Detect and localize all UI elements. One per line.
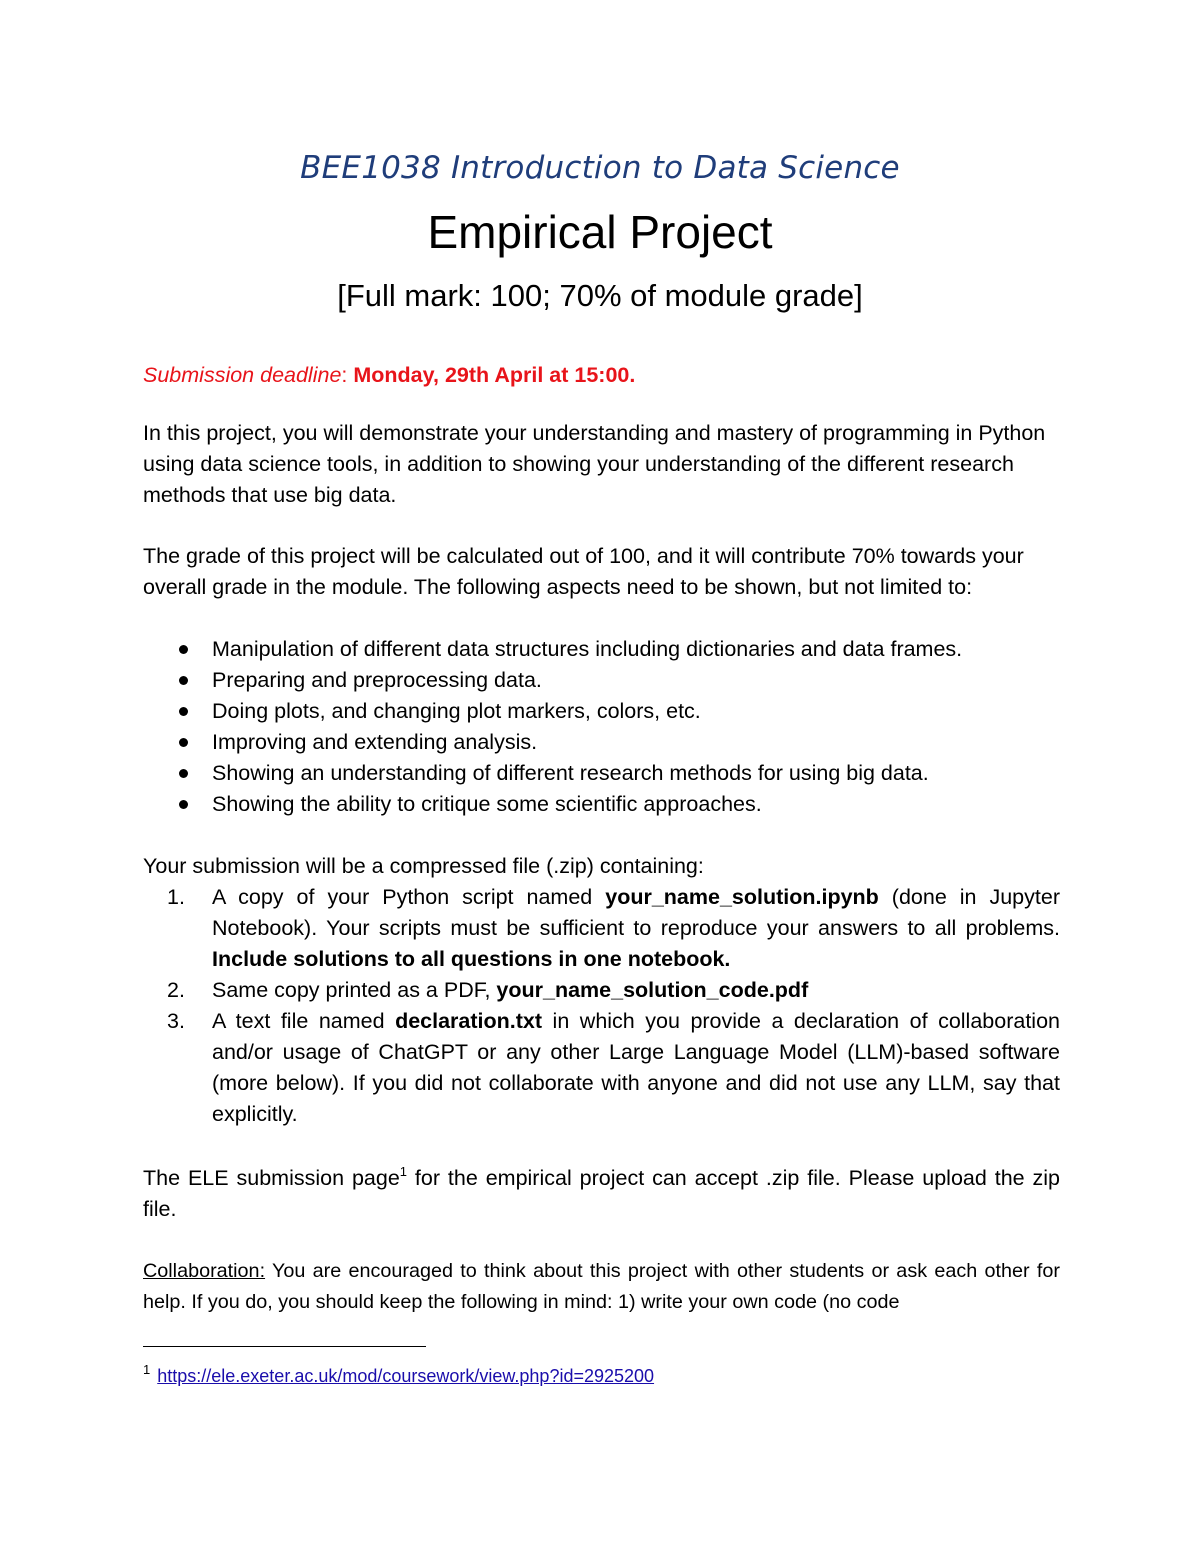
deadline-label: Submission deadline [143, 363, 342, 387]
list-item: Doing plots, and changing plot markers, colors, etc. [175, 696, 1055, 727]
grade-paragraph: The grade of this project will be calculated out of 100, and it will contribute 70% towards your overall grade in the module. The following aspects need to be shown, but not limited to: [143, 544, 1024, 599]
list-item: Manipulation of different data structures including dictionaries and data frames. [175, 634, 1055, 665]
deadline-value: Monday, 29th April at 15:00. [353, 363, 636, 387]
aspects-list [175, 634, 1055, 820]
pdf-filename: your_name_solution_code.pdf [496, 978, 809, 1002]
footnote-divider [143, 1346, 426, 1347]
footnote-ref[interactable]: 1 [399, 1164, 408, 1179]
deadline-separator: : [341, 363, 348, 387]
bullet-icon [179, 707, 188, 716]
footnote-link[interactable]: https://ele.exeter.ac.uk/mod/coursework/view.php?id=2925200 [157, 1366, 655, 1386]
intro-paragraph: In this project, you will demonstrate your understanding and mastery of programming in Python using data science tools, in addition to showing your understanding of the different research methods that use big data. [143, 421, 1046, 507]
bullet-icon [179, 676, 188, 685]
bullet-icon [179, 800, 188, 809]
bullet-icon [179, 645, 188, 654]
page-subtitle: [Full mark: 100; 70% of module grade] [337, 278, 863, 313]
bullet-icon [179, 738, 188, 747]
footnote-number: 1 [143, 1362, 151, 1377]
collaboration-paragraph: Collaboration: You are encouraged to think about this project with other students or ask each other for help. If you do, you should keep the following in mind: 1) write your own code (no code [143, 1260, 1060, 1313]
declaration-filename: declaration.txt [395, 1009, 543, 1033]
one-notebook-note: Include solutions to all questions in one notebook. [212, 947, 731, 971]
list-item: 3. A text file named declaration.txt in which you provide a declaration of collaboration and/or usage of ChatGPT or any other Large Language Model (LLM)-based software (more below). If you did not collaborate with anyone and did not use any LLM, say that explicitly. [167, 1009, 1060, 1126]
ele-paragraph: The ELE submission page$^1$ for the empirical project can accept .zip file. Please upload the zip file. [143, 1164, 1060, 1221]
list-item: Preparing and preprocessing data. [175, 665, 1055, 696]
list-item: 1. A copy of your Python script named your_name_solution.ipynb (done in Jupyter Notebook). Your scripts must be sufficient to reproduce your answers to all problems. Include solutions to all questions in one notebook. [167, 885, 1060, 971]
submission-files-list [160, 882, 1060, 1130]
footnote [143, 1358, 654, 1388]
list-item: 2. Same copy printed as a PDF, your_name_solution_code.pdf [167, 978, 809, 1002]
page-title: Empirical Project [427, 206, 773, 258]
list-item: Showing an understanding of different research methods for using big data. [175, 758, 1055, 789]
bullet-icon [179, 769, 188, 778]
notebook-filename: your_name_solution.ipynb [605, 885, 879, 909]
list-item: Showing the ability to critique some scientific approaches. [175, 789, 1055, 820]
submission-intro: Your submission will be a compressed file (.zip) containing: [143, 854, 704, 878]
collaboration-label: Collaboration: [143, 1260, 266, 1282]
list-item: Improving and extending analysis. [175, 727, 1055, 758]
course-title: BEE1038 Introduction to Data Science [300, 150, 900, 186]
submission-deadline [143, 360, 1060, 391]
